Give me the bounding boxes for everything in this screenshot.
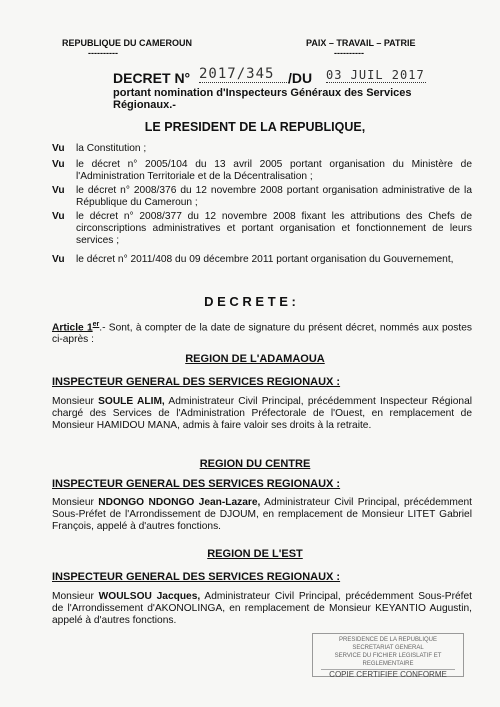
vu-label: Vu — [52, 143, 65, 154]
post-heading: INSPECTEUR GENERAL DES SERVICES REGIONAUX : — [52, 376, 341, 388]
appointee-name: SOULE ALIM, — [98, 396, 165, 407]
decree-subject-1: portant nomination d'Inspecteurs Généraux des Services — [113, 87, 412, 99]
appointee-text: Administrateur Civil Principal, précédemment Sous-Préfet de l'Arrondissement d'AKONOLINGA, en remplacement de Monsieur KEYANTIO Augustin, appelé à d'autres fonctions. — [52, 591, 472, 626]
vu-item — [52, 159, 472, 183]
appointment-paragraph — [52, 396, 472, 432]
vu-item — [52, 185, 472, 209]
vu-text: le décret n° 2011/408 du 09 décembre 2011 portant organisation du Gouvernement, — [76, 254, 454, 265]
stamp-line: SECRETARIAT GENERAL — [352, 645, 424, 651]
president-heading: LE PRESIDENT DE LA REPUBLIQUE, — [144, 120, 366, 134]
appointee-text: Administrateur Civil Principal, précédemment Inspecteur Régional chargé des Services de l'Administration Préfectorale de l'Ouest, en remplacement de Monsieur HAMIDOU MANA, admis à faire valoir ses droits à la retraite. — [52, 396, 472, 431]
vu-label: Vu — [52, 211, 65, 222]
article-label: Article 1 — [52, 322, 93, 334]
decree-number: 2017/345 — [199, 66, 289, 83]
appointee-prefix: Monsieur — [52, 497, 99, 508]
motto: PAIX – TRAVAIL – PATRIE — [306, 38, 416, 48]
vu-label: Vu — [52, 185, 65, 196]
vu-text: le décret n° 2008/376 du 12 novembre 2008 portant organisation administrative de la République du Cameroun ; — [76, 185, 472, 208]
stamp-line: PRESIDENCE DE LA REPUBLIQUE — [338, 637, 438, 643]
decree-du: /DU — [288, 70, 313, 86]
decree-subject-2: Régionaux.- — [113, 99, 176, 111]
article-text: .- Sont, à compter de la date de signature du présent décret, nommés aux postes ci-après : — [52, 322, 472, 346]
vu-item — [52, 143, 472, 155]
decree-date: 03 JUIL 2017 — [326, 68, 425, 82]
vu-label: Vu — [52, 254, 65, 265]
region-heading: REGION DE L'EST — [207, 548, 303, 560]
republic-title: REPUBLIQUE DU CAMEROUN — [62, 38, 193, 48]
vu-text: le décret n° 2008/377 du 12 novembre 2008 fixant les attributions des Chefs de circonscriptions administratives et portant organisation et fonctionnement de leurs services ; — [76, 211, 472, 246]
decree-label: DECRET N° — [113, 70, 191, 86]
appointee-prefix: Monsieur — [52, 396, 99, 407]
decrete-heading: D E C R E T E : — [204, 294, 296, 309]
article-sup: er — [92, 321, 100, 328]
vu-item — [52, 254, 472, 266]
vu-item — [52, 211, 472, 247]
vu-label: Vu — [52, 159, 65, 170]
appointee-name: NDONGO NDONGO Jean-Lazare, — [98, 497, 261, 508]
stamp-certified: COPIE CERTIFIEE CONFORME — [329, 670, 447, 679]
appointment-paragraph — [52, 497, 472, 533]
appointee-prefix: Monsieur — [52, 591, 99, 602]
post-heading: INSPECTEUR GENERAL DES SERVICES REGIONAUX : — [52, 478, 341, 490]
appointee-text: Administrateur Civil Principal, précédemment Sous-Préfet de l'Arrondissement de DJOUM, en remplacement de Monsieur LITET Gabriel François, appelé à d'autres fonctions. — [52, 497, 473, 532]
article-1 — [52, 319, 472, 346]
vu-text: le décret n° 2005/104 du 13 avril 2005 portant organisation du Ministère de l'Administration Territoriale et de la Décentralisation ; — [76, 159, 472, 182]
appointment-paragraph — [52, 591, 472, 627]
certification-stamp — [312, 633, 464, 677]
region-heading: REGION DE L'ADAMAOUA — [185, 353, 325, 365]
appointee-name: WOULSOU Jacques, — [98, 591, 201, 602]
motto-dash: ---------- — [334, 48, 364, 58]
stamp-line: SERVICE DU FICHIER LEGISLATIF ET REGLEMENTAIRE — [334, 653, 442, 667]
region-heading: REGION DU CENTRE — [199, 458, 311, 470]
vu-text: la Constitution ; — [76, 143, 147, 154]
post-heading: INSPECTEUR GENERAL DES SERVICES REGIONAUX : — [52, 571, 341, 583]
republic-dash: ---------- — [88, 48, 118, 58]
